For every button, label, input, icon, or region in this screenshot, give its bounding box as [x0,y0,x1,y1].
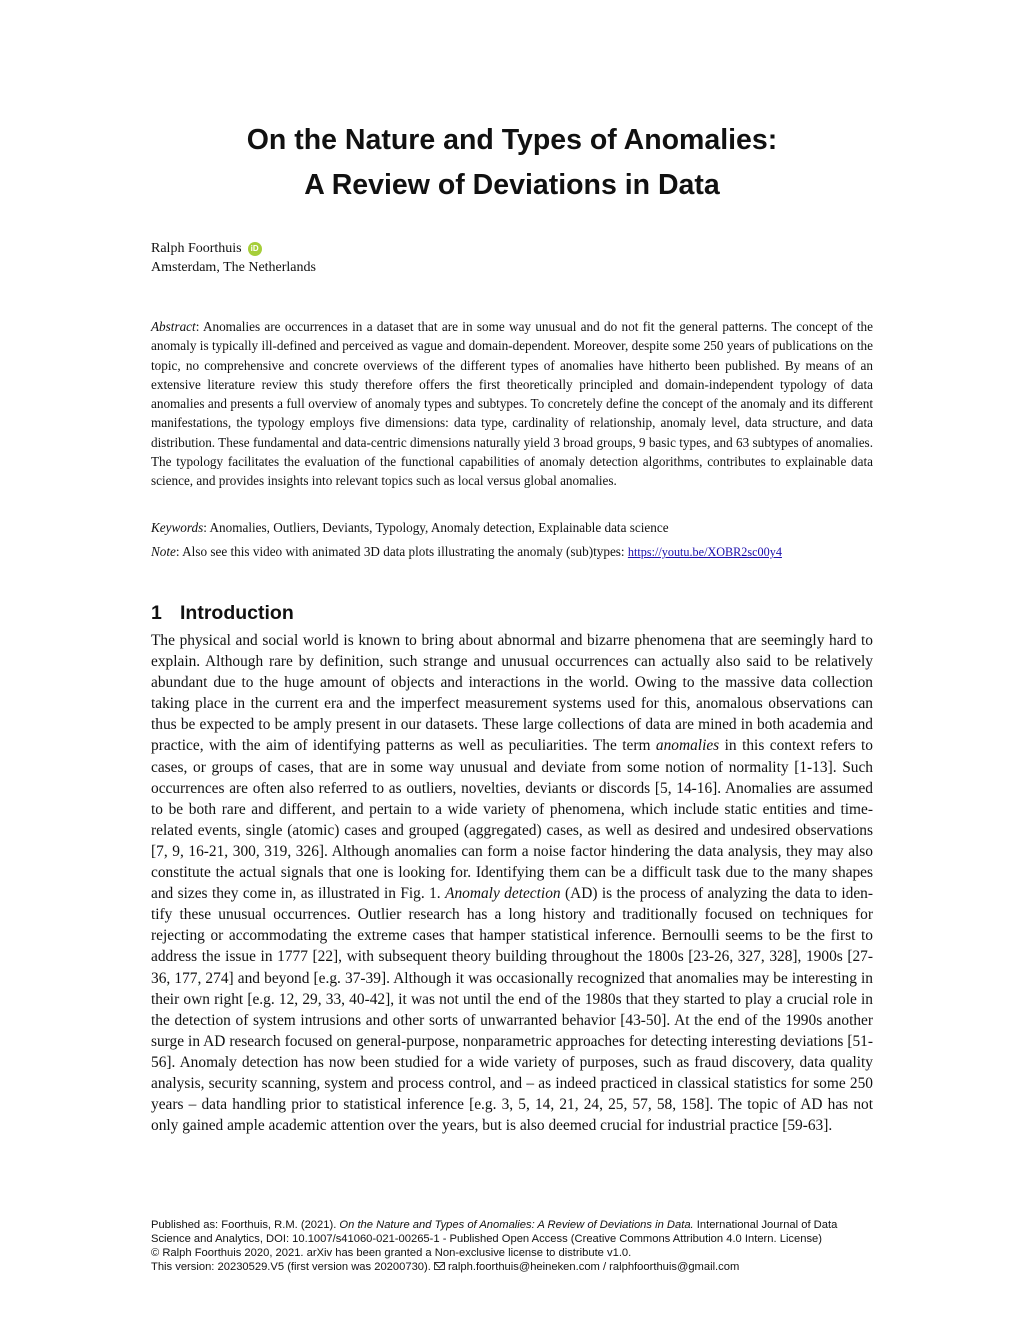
abstract [151,317,873,491]
abstract-label: Abstract [151,319,196,334]
video-link[interactable]: https://youtu.be/XOBR2sc00y4 [627,545,782,559]
footer-version: This version: 20230529.V5 (first version was 20200730). [151,1261,434,1273]
section-heading [151,600,294,626]
section-number: 1 [151,602,162,624]
note-label: Note [151,544,176,559]
footer-line-1 [151,1218,837,1232]
keywords-label: Keywords [151,520,204,535]
section-title: Introduction [180,602,294,624]
footer-line-3: © Ralph Foorthuis 2020, 2021. arXiv has been granted a Non-exclusive license to distribute v1.0. [151,1247,632,1259]
footer-paper-title: On the Nature and Types of Anomalies: A Review of Deviations in Data. [339,1219,694,1231]
publication-footer [151,1218,837,1274]
paper-title [150,118,874,208]
intro-text-1: The physical and social world is known to bring about abnormal and bizarre phenomena that are seemingly hard to explain. Although rare by definition, such strange and unusual occurrences can actually also said to be relatively abundant due to the huge amount of objects and interactions in the world. Owing to the massive data collection taking place in the current era and the imperfect measurement systems used for this, anomalous observations can thus be expected to be amply present in our datasets. These large collections of data are mined in both academia and practice, with the aim of identifying patterns as well as peculiarities. The term [151,632,873,755]
introduction-paragraph [151,630,873,1136]
footer-journal: International Journal of Data [693,1219,838,1231]
footer-line-2: Science and Analytics, DOI: 10.1007/s41060-021-00265-1 - Published Open Access (Creative Commons Attribution 4.0 Intern. License) [151,1233,823,1245]
author-affiliation: Amsterdam, The Netherlands [151,260,316,275]
author-block [151,239,316,277]
footer-line-4 [151,1260,837,1274]
intro-emphasis-anomaly-detection: Anomaly detection [445,885,561,903]
title-line-1: On the Nature and Types of Anomalies: [246,124,778,156]
note [151,542,782,562]
orcid-icon[interactable]: iD [248,242,262,256]
keywords [151,518,669,537]
author-name: Ralph Foorthuis [151,241,242,256]
intro-text-3: (AD) is the process of analyzing the data to identify these unusual occurrences. Outlier research has a long history and traditionally focused on techniques for rejecting or accommodating the extreme cases that hamper statistical inference. Bernoulli seems to be the first to address the issue in 1777 [22], with subsequent theory building throughout the 1800s [23-26, 327, 328], 1900s [27-36, 177, 274] and beyond [e.g. 37-39]. Although it was occasionally recognized that anomalies may be interesting in their own right [e.g. 12, 29, 33, 40-42], it was not until the end of the 1980s that they started to play a crucial role in the detection of system intrusions and other sorts of unwarranted behavior [43-50]. At the end of the 1990s another surge in AD research focused on general-purpose, nonparametric approaches for detecting interesting deviations [51-56]. Anomaly detection has now been studied for a wide variety of purposes, such as fraud discovery, data quality analysis, security scanning, system and process control, and – as indeed practiced in classical statistics for some 250 years – data handling prior to statistical inference [e.g. 3, 5, 14, 21, 24, 25, 57, 58, 158]. The topic of AD has not only gained ample academic attention over the years, but is also deemed crucial for industrial practice [59-63]. [151,885,874,1135]
footer-email[interactable]: ralph.foorthuis@heineken.com / ralphfoorthuis@gmail.com [447,1261,740,1273]
intro-text-2: in this context refers to cases, or groups of cases, that are in some way unusual and deviate from some notion of normality [1-13]. Such occurrences are often also referred to as outliers, novelties, deviants or discords [5, 14-16]. Anomalies are assumed to be both rare and different, and pertain to a wide variety of phenomena, which include static entities and time-related events, single (atomic) cases and grouped (aggregated) cases, as well as desired and undesired observations [7, 9, 16-21, 300, 319, 326]. Although anomalies can form a noise factor hindering the data analysis, they may also constitute the actual signals that one is looking for. Identifying them can be a difficult task due to the many shapes and sizes they come in, as illustrated in Fig. 1. [151,737,873,903]
keywords-text: : Anomalies, Outliers, Deviants, Typology, Anomaly detection, Explainable data science [203,520,669,535]
note-text: : Also see this video with animated 3D data plots illustrating the anomaly (sub)types: [175,544,628,559]
mail-icon [434,1262,445,1270]
footer-citation: Published as: Foorthuis, R.M. (2021). [151,1219,340,1231]
title-line-2: A Review of Deviations in Data [304,169,720,201]
abstract-text: : Anomalies are occurrences in a dataset that are in some way unusual and do not fit the general patterns. The concept of the anomaly is typically ill-defined and perceived as vague and domain-dependent. Moreover, despite some 250 years of publications on the topic, no comprehensive and concrete overviews of the different types of anomalies have hitherto been published. By means of an extensive literature review this study therefore offers the first theoretically principled and domain-independent typology of data anomalies and presents a full overview of anomaly types and subtypes. To concretely define the concept of the anomaly and its different manifestations, the typology employs five dimensions: data type, cardinality of relationship, anomaly level, data structure, and data distribution. These fundamental and data-centric dimensions naturally yield 3 broad groups, 9 basic types, and 63 subtypes of anomalies. The typology facilitates the evaluation of the functional capabilities of anomaly detection algorithms, contributes to explainable data science, and provides insights into relevant topics such as local versus global anomalies. [151,319,873,489]
intro-emphasis-anomalies: anomalies [655,737,720,755]
